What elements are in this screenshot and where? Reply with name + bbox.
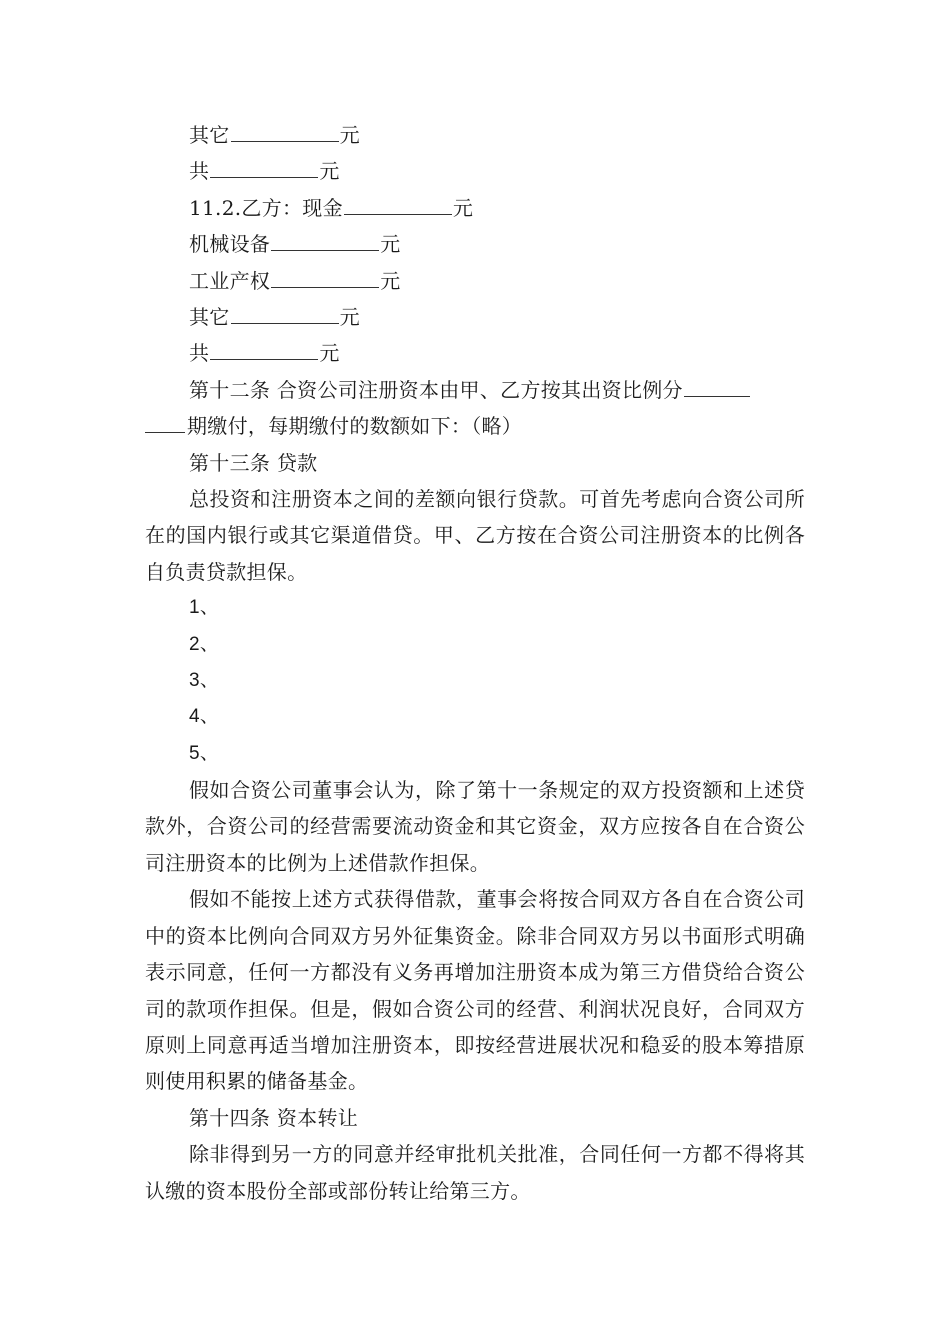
fill-blank: [231, 119, 339, 142]
line-label: 机械设备: [189, 232, 271, 257]
article14-heading: 第十四条 资本转让: [189, 1105, 359, 1130]
fill-blank: [271, 265, 379, 288]
list-item: 4、: [189, 706, 220, 728]
contribution-line-total-b: [145, 335, 805, 371]
fill-blank: [145, 410, 185, 433]
article13-paragraph-3: 假如不能按上述方式获得借款，董事会将按合同双方各自在合资公司中的资本比例向合同双方另外征集资金。除非合同双方另以书面形式明确表示同意，任何一方都没有义务再增加注册资本成为第三方借贷给合资公司的款项作担保。但是，假如合资公司的经营、利润状况良好，合同双方原则上同意再适当增加注册资本，即按经营进展状况和稳妥的股本筹措原则使用积累的储备基金。: [145, 887, 805, 1094]
fill-blank: [231, 301, 339, 324]
contribution-line-industrial-property: [145, 263, 805, 299]
line-unit: 元: [319, 341, 340, 366]
list-item: 3、: [189, 669, 220, 691]
contribution-line-other-a: [145, 117, 805, 153]
fill-blank: [210, 155, 318, 178]
document-body: [145, 117, 805, 1209]
line-unit: 元: [339, 123, 360, 147]
article13-heading: 第十三条 贷款: [189, 450, 318, 475]
line-unit: 元: [380, 232, 401, 257]
article12-line2: [145, 408, 805, 444]
list-item: 2、: [189, 633, 220, 655]
contribution-line-party-b-cash: [145, 190, 805, 226]
fill-blank: [210, 337, 318, 360]
contribution-line-total-a: [145, 153, 805, 189]
article13-paragraph-2: 假如合资公司董事会认为，除了第十一条规定的双方投资额和上述贷款外，合资公司的经营需要流动资金和其它资金，双方应按各自在合资公司注册资本的比例为上述借款作担保。: [145, 778, 805, 875]
line-unit: 元: [339, 304, 360, 329]
line-label: 共: [189, 341, 210, 366]
article13-paragraph-1: 总投资和注册资本之间的差额向银行贷款。可首先考虑向合资公司所在的国内银行或其它渠道借贷。甲、乙方按在合资公司注册资本的比例各自负责贷款担保。: [145, 486, 805, 584]
contribution-line-machinery: [145, 226, 805, 262]
fill-blank: [344, 192, 452, 215]
fill-blank: [271, 228, 379, 251]
list-item: 1、: [189, 597, 220, 619]
line-label: 其它: [189, 304, 230, 329]
line-unit: 元: [452, 195, 474, 220]
article14-paragraph-1: 除非得到另一方的同意并经审批机关批准，合同任何一方都不得将其认缴的资本股份全部或部份转让给第三方。: [145, 1142, 805, 1203]
fill-blank: [684, 374, 750, 397]
line-label: 工业产权: [189, 268, 271, 293]
article12-line1: [145, 372, 805, 408]
line-unit: 元: [319, 159, 340, 184]
list-item: 5、: [189, 742, 220, 764]
line-label: 其它: [189, 123, 230, 147]
line-label: 共: [189, 159, 210, 184]
article12-text-b: 期缴付，每期缴付的数额如下：（略）: [187, 414, 523, 439]
article12-text-a: 第十二条 合资公司注册资本由甲、乙方按其出资比例分: [189, 377, 683, 402]
line-unit: 元: [380, 268, 401, 293]
contribution-line-other-b: [145, 299, 805, 335]
line-label: 11.2.乙方：现金: [189, 195, 343, 220]
